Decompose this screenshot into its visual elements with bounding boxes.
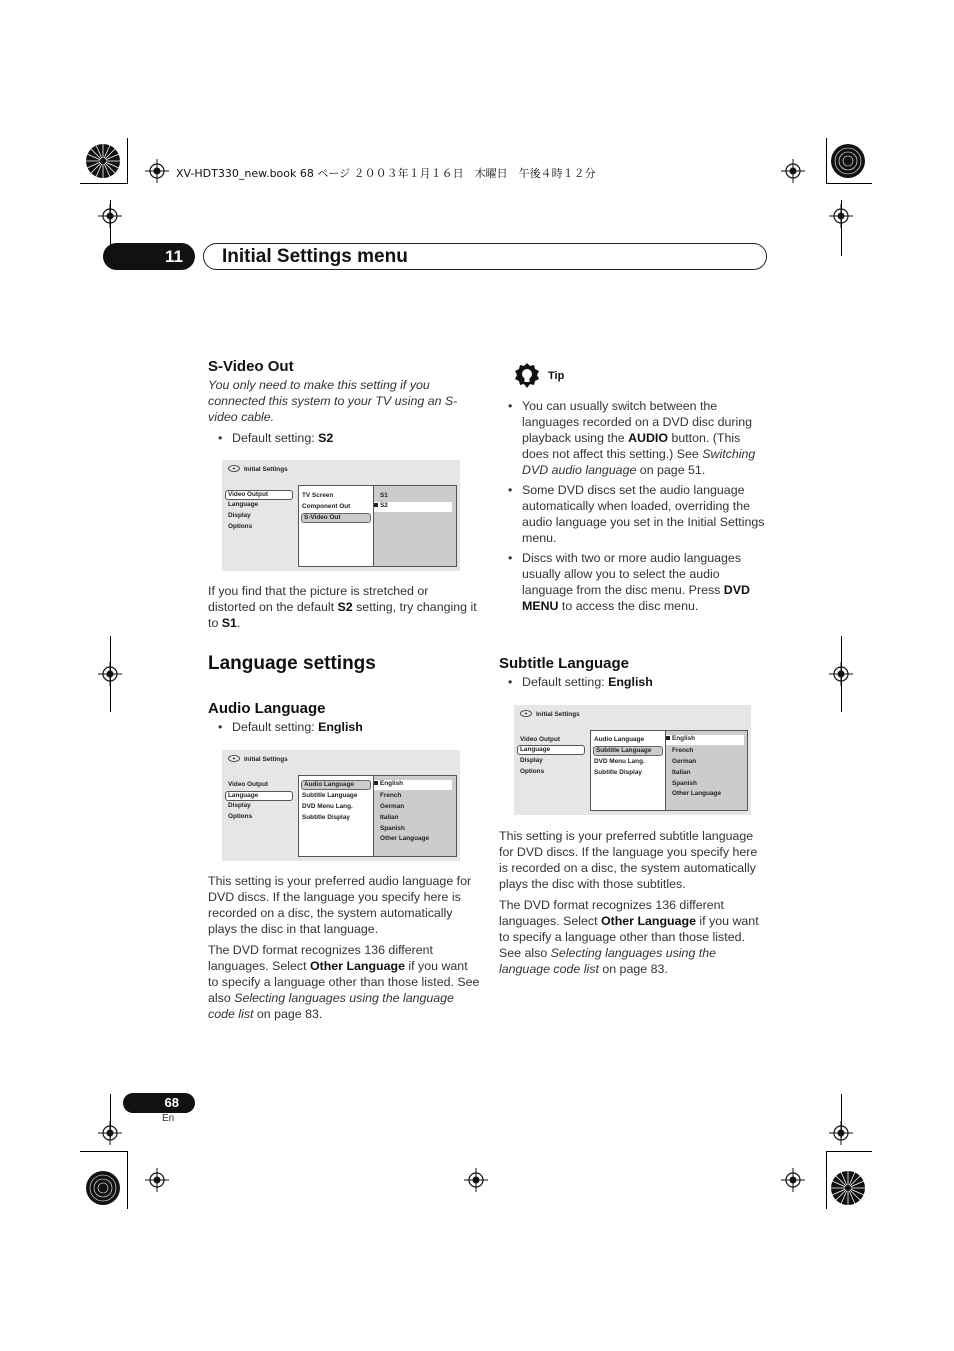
menu-item-language[interactable]: Language: [225, 791, 293, 801]
menu-item-audio-language[interactable]: Audio Language: [301, 780, 371, 790]
menu-options-panel: [373, 775, 457, 857]
audio-default: • Default setting: English: [218, 719, 478, 735]
menu-option-english[interactable]: English: [666, 735, 744, 745]
menu-item-subtitle-language[interactable]: Subtitle Language: [302, 792, 358, 799]
audio-heading: Audio Language: [208, 700, 326, 717]
registration-sunburst-icon: [830, 143, 866, 179]
menu-item-subtitle-language[interactable]: Subtitle Language: [593, 746, 663, 756]
disc-icon: [520, 710, 532, 717]
crosshair-icon: [145, 1168, 169, 1192]
tip-bullet-1: • You can usually switch between the languages recorded on a DVD disc during playback using the AUDIO button. (This does not affect this setting.) See Switching DVD audio language on page 51.: [508, 398, 768, 478]
crosshair-icon: [145, 159, 169, 183]
menu-options-panel: [373, 485, 457, 567]
registration-sunburst-icon: [830, 1170, 866, 1206]
audio-section: [208, 700, 478, 735]
registration-sunburst-icon: [85, 1170, 121, 1206]
subtitle-heading: Subtitle Language: [499, 655, 630, 672]
svideo-heading: S-Video Out: [208, 358, 294, 375]
menu-item-options[interactable]: Options: [228, 813, 253, 820]
selected-marker-icon: [374, 781, 378, 785]
menu-item-video-output[interactable]: Video Output: [225, 490, 293, 500]
menu-item-tv-screen[interactable]: TV Screen: [302, 492, 334, 499]
menu-option-english[interactable]: English: [374, 780, 452, 790]
menu-item-language[interactable]: Language: [517, 745, 585, 755]
menu-option-french[interactable]: French: [672, 747, 694, 754]
menu-option-other-language[interactable]: Other Language: [672, 790, 722, 797]
svideo-menu-screenshot: [222, 460, 460, 571]
menu-item-video-output[interactable]: Video Output: [520, 736, 560, 743]
audio-para-1: This setting is your preferred audio language for DVD discs. If the language you specify here is recorded on a disc, the system automatically plays the disc in that language.: [208, 874, 472, 936]
menu-submenu-panel: [298, 485, 380, 567]
svideo-intro: You only need to make this setting if you connected this system to your TV using an S-video cable.: [208, 378, 458, 424]
menu-option-s2[interactable]: S2: [374, 502, 452, 512]
crosshair-icon: [98, 1121, 122, 1145]
subtitle-menu-screenshot: [514, 705, 751, 815]
page-language: En: [162, 1113, 175, 1124]
menu-submenu-panel: [298, 775, 380, 857]
chapter-title: Initial Settings menu: [222, 246, 408, 267]
menu-item-display[interactable]: Display: [228, 802, 251, 809]
subtitle-para-1: This setting is your preferred subtitle language for DVD discs. If the language you specify here is recorded on a disc, the system automatically plays the disc with those subtitles.: [499, 829, 758, 891]
audio-para-2: The DVD format recognizes 136 different languages. Select Other Language if you want to specify a language other than those listed. See also Selecting languages using the language code list on page 83.: [208, 943, 480, 1021]
crosshair-icon: [829, 204, 853, 228]
menu-option-italian[interactable]: Italian: [380, 814, 399, 821]
subtitle-para-2: The DVD format recognizes 136 different languages. Select Other Language if you want to specify a language other than those listed. See also Selecting languages using the language code list on page 83.: [499, 898, 759, 976]
menu-title: Initial Settings: [244, 756, 288, 763]
subtitle-body: [499, 828, 769, 977]
audio-body: [208, 873, 480, 1022]
menu-option-italian[interactable]: Italian: [672, 769, 691, 776]
audio-menu-screenshot: [222, 750, 460, 861]
tip-icon: [513, 362, 541, 395]
menu-item-display[interactable]: Display: [228, 512, 251, 519]
page-number: 68: [123, 1093, 195, 1113]
menu-title: Initial Settings: [536, 711, 580, 718]
print-header: XV-HDT330_new.book 68 ページ ２００３年１月１６日 木曜日 午後４時１２分: [176, 167, 596, 180]
disc-icon: [228, 755, 240, 762]
subtitle-section: [499, 655, 769, 690]
menu-submenu-panel: [590, 730, 672, 811]
menu-item-video-output[interactable]: Video Output: [228, 781, 268, 788]
svideo-default: • Default setting: S2: [218, 430, 478, 446]
menu-option-german[interactable]: German: [380, 803, 405, 810]
menu-option-spanish[interactable]: Spanish: [672, 780, 697, 787]
menu-item-options[interactable]: Options: [228, 523, 253, 530]
tip-bullet-3: • Discs with two or more audio languages usually allow you to select the audio language from the disc menu. Press DVD MENU to access the disc menu.: [508, 550, 768, 614]
crosshair-icon: [781, 1168, 805, 1192]
crosshair-icon: [829, 1121, 853, 1145]
menu-item-subtitle-display[interactable]: Subtitle Display: [594, 769, 642, 776]
tip-label: Tip: [548, 370, 565, 382]
subtitle-default: • Default setting: English: [508, 674, 769, 690]
menu-option-german[interactable]: German: [672, 758, 697, 765]
crosshair-icon: [464, 1168, 488, 1192]
crosshair-icon: [98, 204, 122, 228]
menu-option-spanish[interactable]: Spanish: [380, 825, 405, 832]
menu-item-svideo-out[interactable]: S-Video Out: [301, 513, 371, 523]
menu-item-subtitle-display[interactable]: Subtitle Display: [302, 814, 350, 821]
crosshair-icon: [98, 662, 122, 686]
selected-marker-icon: [666, 736, 670, 740]
menu-option-s1[interactable]: S1: [380, 492, 388, 499]
menu-item-options[interactable]: Options: [520, 768, 545, 775]
registration-sunburst-icon: [85, 143, 121, 179]
menu-item-display[interactable]: Display: [520, 757, 543, 764]
menu-item-audio-language[interactable]: Audio Language: [594, 736, 645, 743]
menu-item-component-out[interactable]: Component Out: [302, 503, 351, 510]
menu-item-dvd-menu-lang[interactable]: DVD Menu Lang.: [302, 803, 353, 810]
chapter-title-box: [203, 243, 767, 270]
tip-bullet-2: • Some DVD discs set the audio language automatically when loaded, overriding the audio language you set in the Initial Settings menu.: [508, 482, 768, 546]
menu-option-french[interactable]: French: [380, 792, 402, 799]
menu-item-dvd-menu-lang[interactable]: DVD Menu Lang.: [594, 758, 645, 765]
menu-title: Initial Settings: [244, 466, 288, 473]
language-settings-heading: Language settings: [208, 653, 376, 674]
svideo-after-text: If you find that the picture is stretched or distorted on the default S2 setting, try changing it to S1.: [208, 584, 477, 630]
disc-icon: [228, 465, 240, 472]
tip-bullets: [508, 398, 768, 614]
crosshair-icon: [829, 662, 853, 686]
menu-option-other-language[interactable]: Other Language: [380, 835, 430, 842]
chapter-number: 11: [103, 243, 195, 270]
menu-item-language[interactable]: Language: [228, 501, 259, 508]
selected-marker-icon: [374, 503, 378, 507]
left-column: [208, 358, 478, 446]
crosshair-icon: [781, 159, 805, 183]
menu-options-panel: [665, 730, 748, 811]
